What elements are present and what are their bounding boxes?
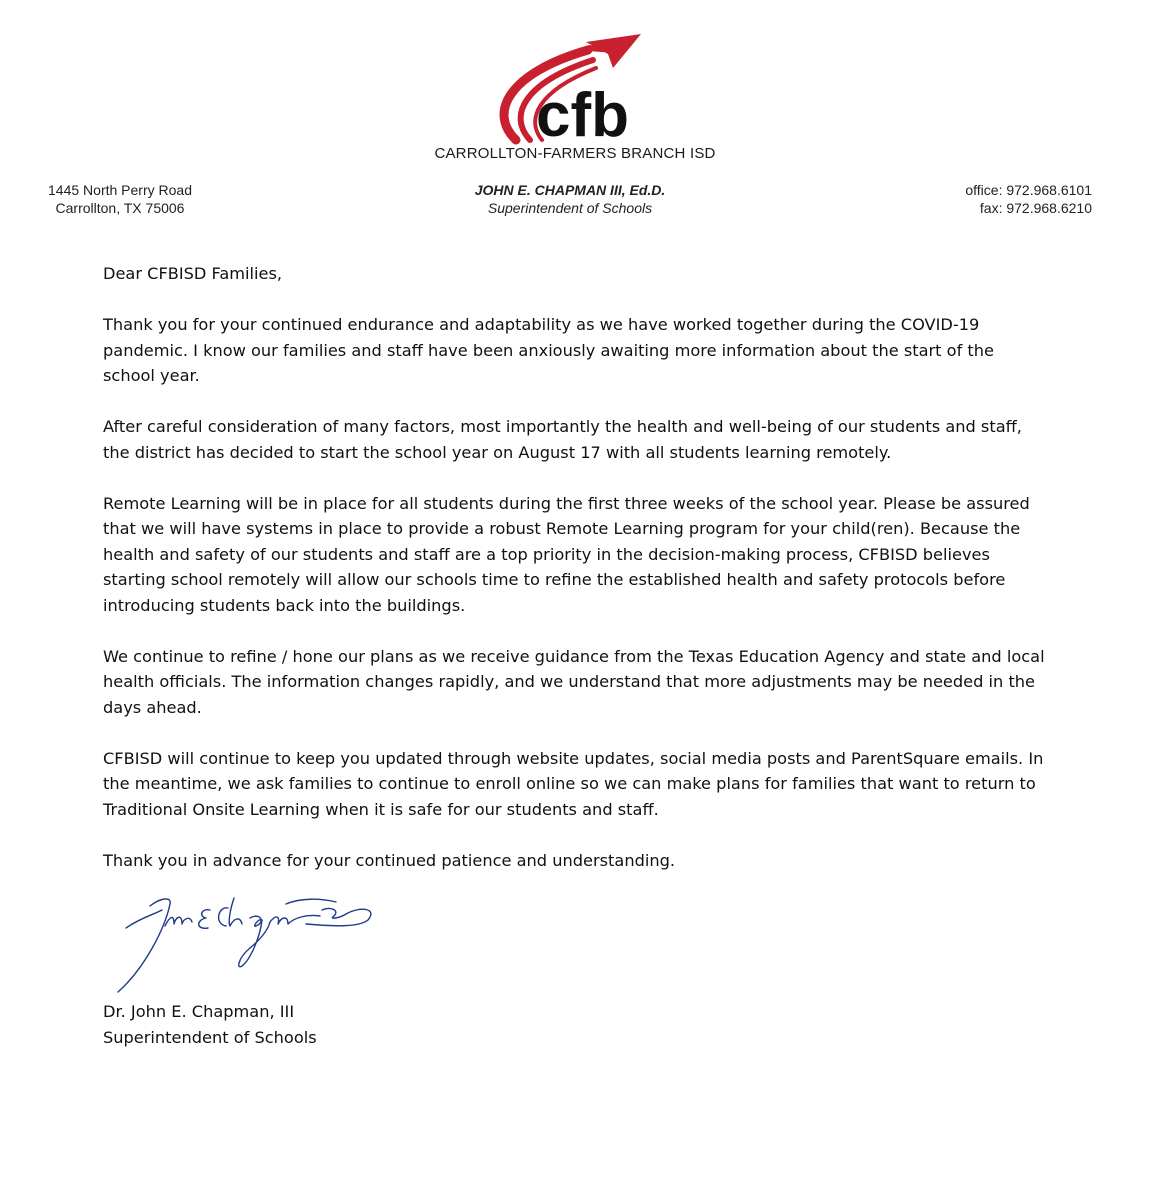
contact-info: [852, 181, 1092, 217]
district-name: CARROLLTON-FARMERS BRANCH ISD: [434, 145, 716, 162]
greeting: Dear CFBISD Families,: [103, 264, 283, 283]
signature-icon: [110, 888, 400, 998]
letter-body: [103, 261, 1048, 899]
signoff-title: Superintendent of Schools: [103, 1027, 317, 1047]
office-phone: office: 972.968.6101: [965, 182, 1092, 198]
handwritten-signature: [110, 888, 400, 998]
superintendent-header: [420, 181, 720, 217]
address-line-1: 1445 North Perry Road: [48, 182, 192, 198]
paragraph: CFBISD will continue to keep you updated through website updates, social media posts and ParentSquare emails. In the meantime, we ask families to continue to enroll online so we can make plans for families that want to return to Traditional Onsite Learning when it is safe for our students and staff.: [103, 748, 1044, 819]
signoff-block: [103, 999, 317, 1050]
cfb-logo: [478, 28, 674, 148]
paragraph: We continue to refine / hone our plans as we receive guidance from the Texas Education Agency and state and local health officials. The information changes rapidly, and we understand that more adjustments may be needed in the days ahead.: [103, 646, 1045, 717]
superintendent-name: JOHN E. CHAPMAN III, Ed.D.: [474, 182, 666, 198]
logo-wordmark: cfb: [536, 81, 629, 148]
closing-line: Thank you in advance for your continued patience and understanding.: [103, 850, 676, 870]
superintendent-title: Superintendent of Schools: [487, 200, 653, 216]
paragraph: After careful consideration of many factors, most importantly the health and well-being of our students and staff, the district has decided to start the school year on August 17 with all students learning remotely.: [103, 417, 1022, 462]
paragraph: Thank you for your continued endurance and adaptability as we have worked together during the COVID-19 pandemic. I know our families and staff have been anxiously awaiting more information about the start of the school year.: [103, 315, 994, 385]
fax-number: fax: 972.968.6210: [979, 200, 1092, 216]
paragraph: Remote Learning will be in place for all students during the first three weeks of the school year. Please be assured that we will have systems in place to provide a robust Remote Learning program for your child(ren). Because the health and safety of our students and staff are a top priority in the decision-making process, CFBISD believes starting school remotely will allow our schools time to refine the established health and safety protocols before introducing students back into the buildings.: [103, 493, 1030, 615]
district-address: [30, 181, 210, 217]
address-line-2: Carrollton, TX 75006: [55, 200, 185, 216]
swoosh-arrow-logo-icon: [478, 28, 674, 148]
signoff-name: Dr. John E. Chapman, III: [103, 1002, 295, 1021]
